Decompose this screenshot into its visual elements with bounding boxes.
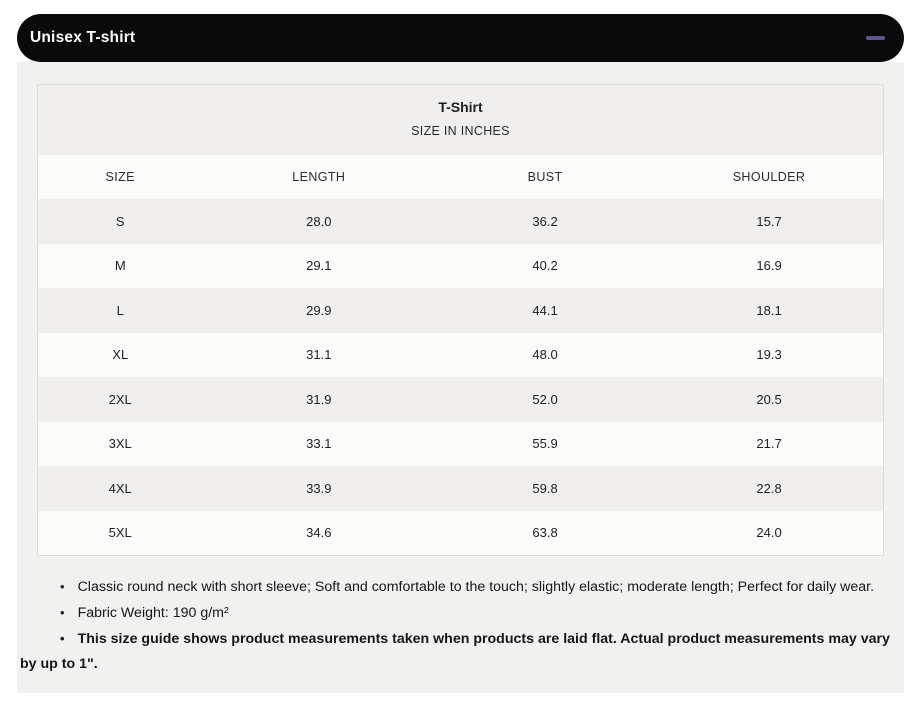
bullet-icon: • [60,630,65,646]
measurement-cell: 19.3 [756,347,782,363]
bullet-icon: • [60,578,65,594]
measurement-cell: 36.2 [532,213,558,229]
size-cell: 5XL [108,525,132,540]
accordion-header[interactable] [17,14,904,62]
measurement-cell: 28.0 [306,213,332,229]
measurement-cell: 52.0 [532,391,558,407]
table-row [38,199,884,244]
measurement-cell: 44.1 [532,302,558,318]
collapse-button[interactable] [866,30,885,46]
measurement-cell: 33.1 [306,436,332,452]
measurement-cell: 31.9 [306,391,332,407]
bullet-icon: • [60,604,65,620]
table-row [38,511,884,556]
accordion-title: Unisex T-shirt [30,29,136,46]
note-item: • Classic round neck with short sleeve; Soft and comfortable to the touch; slightly elastic; moderate length; Perfect for daily wear. [20,574,901,600]
size-cell: 2XL [108,391,132,407]
table-row [38,288,884,333]
table-row [38,377,884,422]
size-chart-title: T-Shirt [438,99,483,115]
size-chart-area [17,62,904,556]
size-cell: S [115,213,125,229]
measurement-cell: 63.8 [532,525,558,540]
measurement-cell: 48.0 [532,347,558,363]
measurement-cell: 15.7 [756,213,782,229]
table-row [38,333,884,378]
table-header-row [38,155,884,199]
measurement-cell: 33.9 [306,480,332,496]
size-table-body [38,199,884,555]
table-title-row [38,85,884,156]
measurement-cell: 31.1 [306,347,332,363]
measurement-cell: 22.8 [756,480,782,496]
notes-list [17,556,904,693]
measurement-cell: 20.5 [756,391,782,407]
measurement-cell: 29.9 [306,302,332,318]
size-chart-subtitle: SIZE IN INCHES [411,124,510,138]
size-chart-table [37,84,884,556]
column-header-bust: BUST [435,155,655,199]
note-item: • This size guide shows product measurements taken when products are laid flat. Actual product measurements may vary by up to 1". [20,626,901,677]
column-header-shoulder: SHOULDER [655,155,883,199]
table-row [38,466,884,511]
minus-icon [866,36,885,40]
measurement-cell: 24.0 [756,525,782,540]
table-row [38,422,884,467]
size-cell: 4XL [108,480,132,496]
measurement-cell: 40.2 [532,258,558,274]
table-row [38,244,884,289]
note-item: • Fabric Weight: 190 g/m² [20,600,901,626]
measurement-cell: 34.6 [306,525,332,540]
size-cell: M [114,258,126,274]
column-header-size: SIZE [38,155,203,199]
measurement-cell: 59.8 [532,480,558,496]
column-header-length: LENGTH [202,155,435,199]
size-cell: L [116,302,124,318]
measurement-cell: 16.9 [756,258,782,274]
size-cell: XL [112,347,129,363]
size-cell: 3XL [108,436,132,452]
measurement-cell: 18.1 [756,302,782,318]
measurement-cell: 21.7 [756,436,782,452]
measurement-cell: 29.1 [306,258,332,274]
measurement-cell: 55.9 [532,436,558,452]
accordion-content-panel [17,62,904,693]
